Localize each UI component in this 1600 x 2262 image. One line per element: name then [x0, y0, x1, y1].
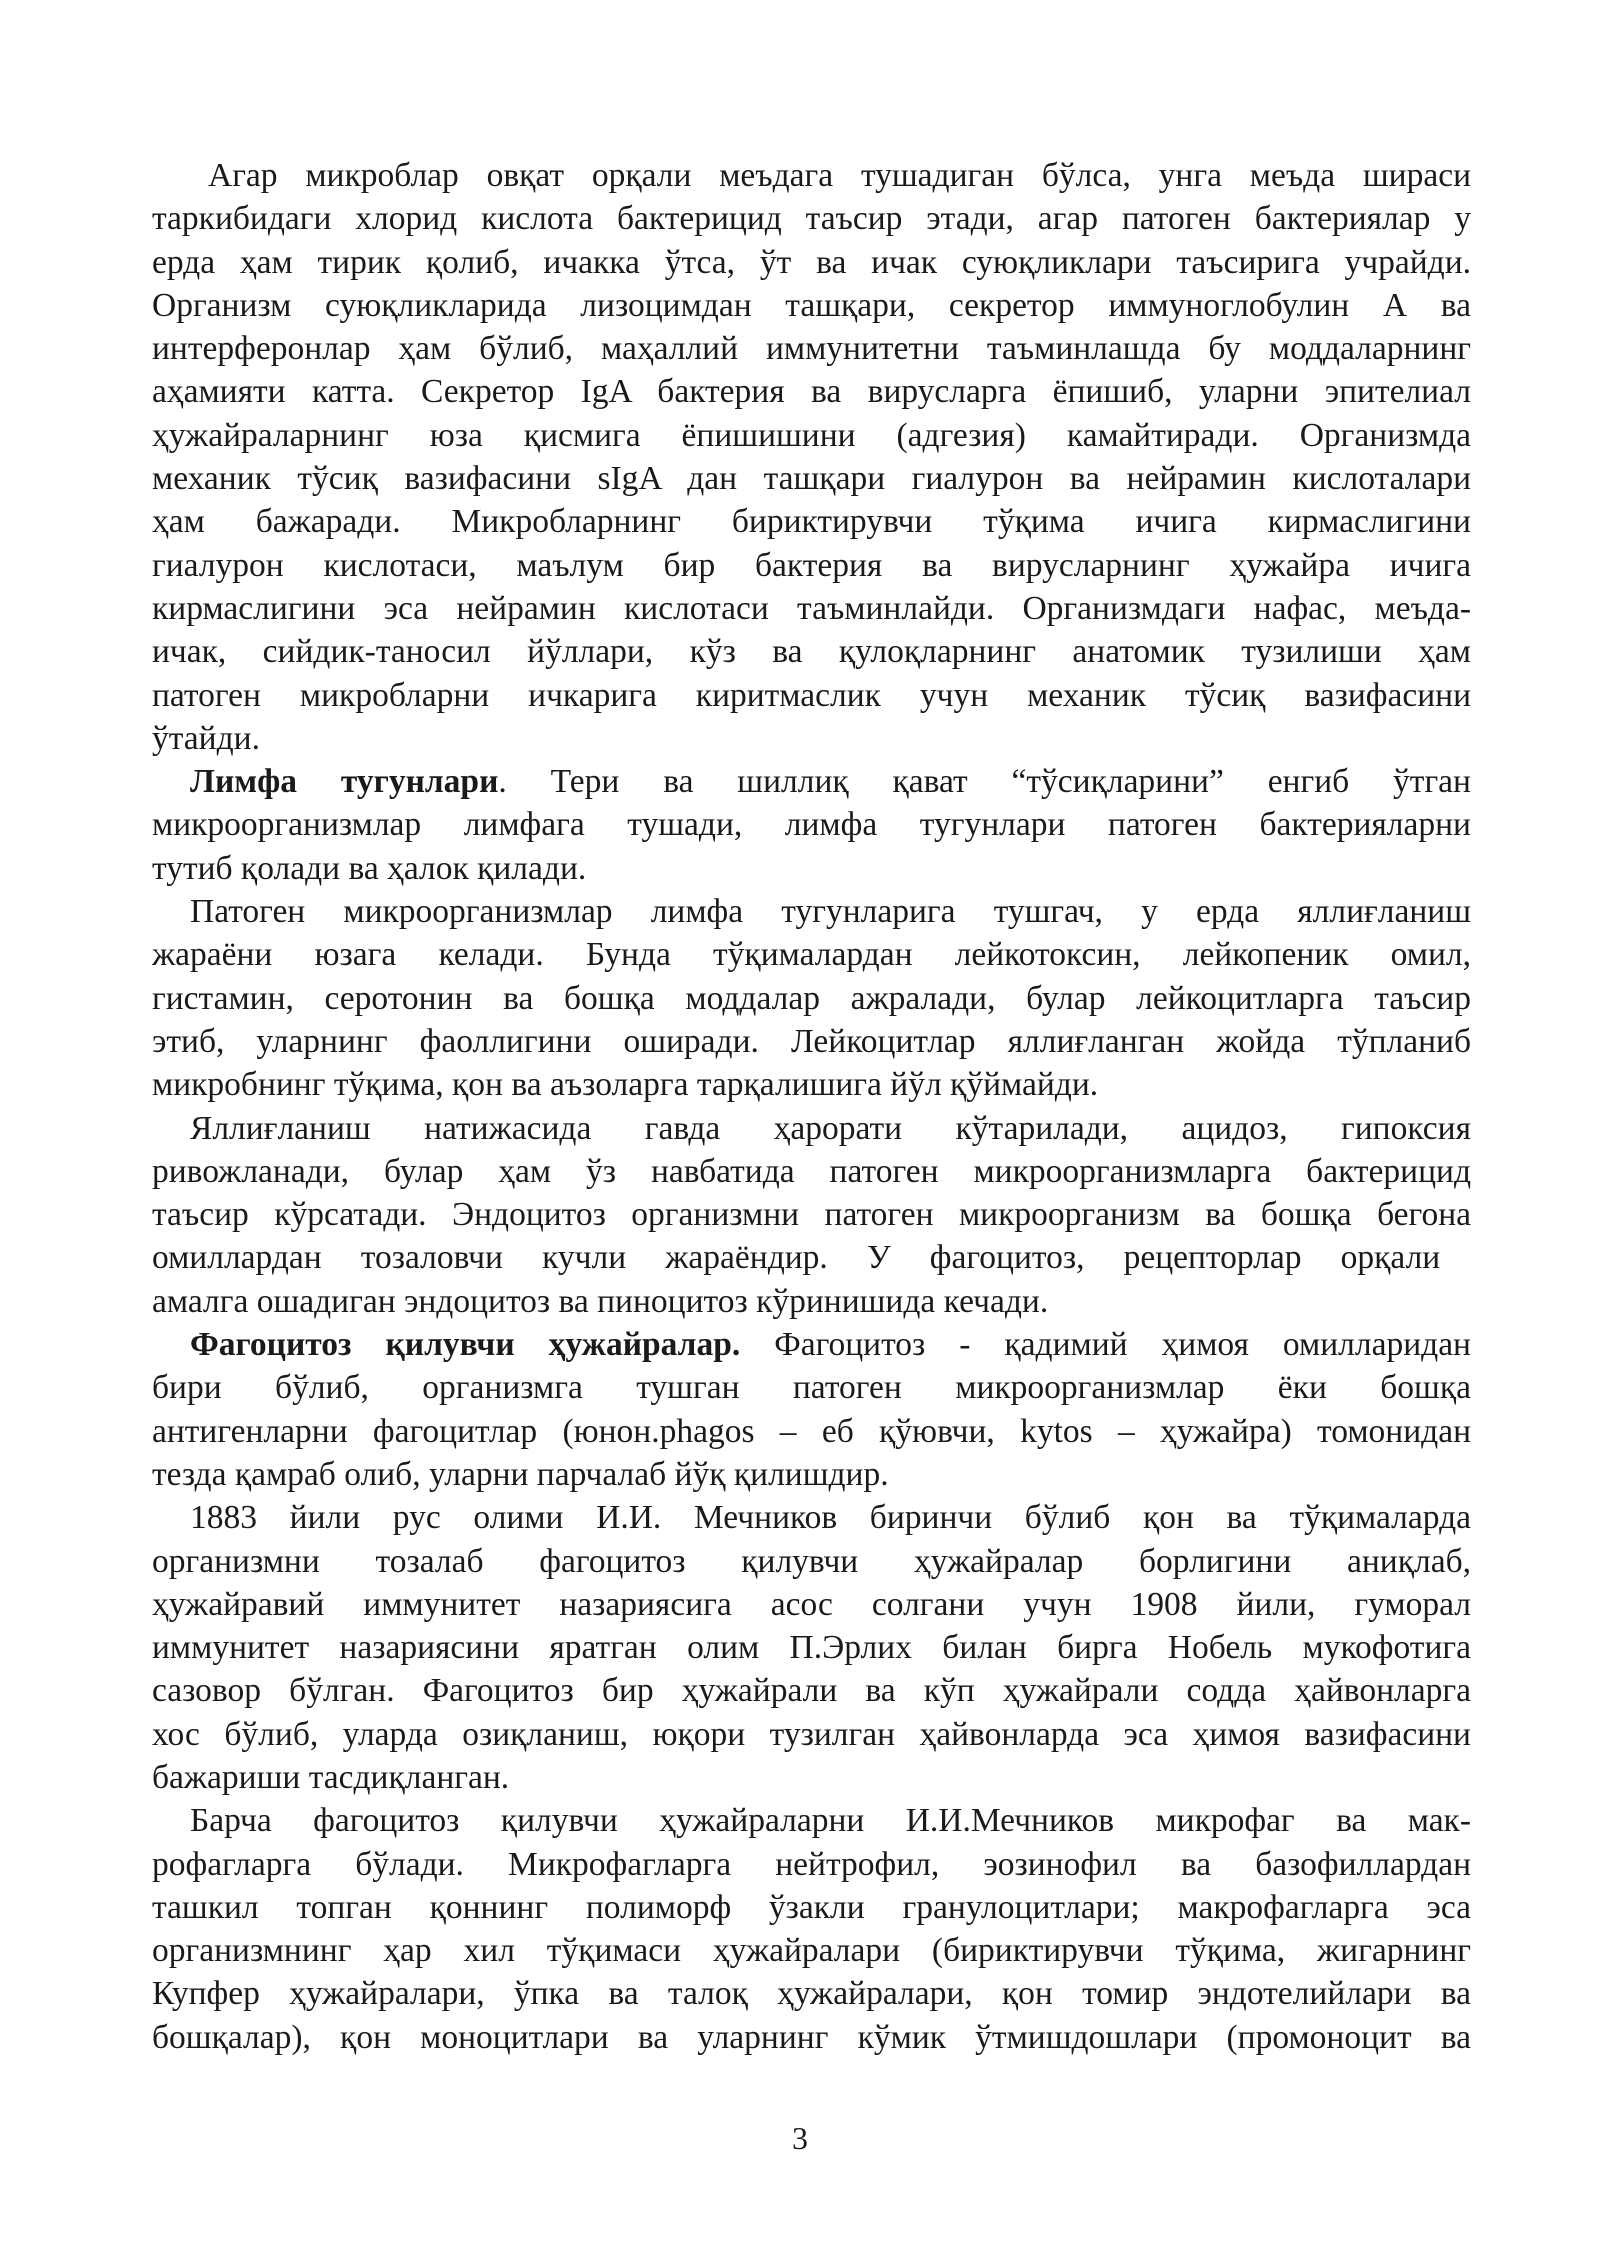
line-text: бажариши тасдиқланган.: [152, 1758, 510, 1796]
text-line: [152, 760, 1471, 803]
text-line: [152, 1929, 1471, 1972]
line-text: амалга ошадиган эндоцитоз ва пиноцитоз кўринишида кечади.: [152, 1282, 1049, 1320]
text-line: [152, 1107, 1471, 1150]
text-line: [152, 630, 1471, 673]
line-text: гиалурон кислотаси, маълум бир бактерия ва вирусларнинг ҳужайра ичига: [152, 546, 1471, 584]
line-text: ташкил топган қоннинг полиморф ўзакли гранулоцитлари; макрофагларга эса: [152, 1888, 1471, 1926]
text-line: [152, 1886, 1471, 1929]
bold-heading: Фагоцитоз қилувчи ҳужайралар.: [190, 1326, 741, 1364]
paragraph: [152, 1496, 1471, 1799]
line-text: рофагларга бўлади. Микрофагларга нейтрофил, эозинофил ва базофиллардан: [152, 1845, 1471, 1883]
text-line: [152, 1020, 1471, 1063]
text-line: [152, 1799, 1471, 1842]
text-line: [152, 1366, 1471, 1409]
text-line: [152, 1323, 1471, 1366]
line-text: хос бўлиб, уларда озиқланиш, юқори тузилган ҳайвонларда эса ҳимоя вазифасини: [152, 1715, 1471, 1753]
text-line: [152, 241, 1471, 284]
text-line: [152, 1496, 1471, 1539]
line-text: организмни тозалаб фагоцитоз қилувчи ҳужайралар борлигини аниқлаб,: [152, 1542, 1471, 1580]
line-text: патоген микробларни ичкарига киритмаслик учун механик тўсиқ вазифасини: [152, 676, 1471, 714]
line-text: ўтайди.: [152, 719, 260, 757]
body-text: [152, 154, 1471, 2059]
line-text: таркибидаги хлорид кислота бактерицид таъсир этади, агар патоген бактериялар у: [152, 200, 1471, 238]
line-text: ичак, сийдик-таносил йўллари, кўз ва қулоқларнинг анатомик тузилиши ҳам: [152, 633, 1471, 671]
line-text: микробнинг тўқима, қон ва аъзоларга тарқалишига йўл қўймайди.: [152, 1066, 1099, 1104]
line-text: . Тери ва шиллиқ қават “тўсиқларини” енгиб ўтган: [498, 763, 1471, 801]
text-line: [152, 414, 1471, 457]
text-line: [152, 197, 1471, 240]
line-text: Фагоцитоз - қадимий ҳимоя омилларидан: [740, 1326, 1471, 1364]
text-line: [152, 1583, 1471, 1626]
line-text: кирмаслигини эса нейрамин кислотаси таъминлайди. Организмдаги нафас, меъда-: [152, 589, 1471, 627]
text-line: [152, 457, 1471, 500]
line-text: Организм суюқликларида лизоцимдан ташқари, секретор иммуноглобулин А ва: [152, 286, 1471, 324]
line-text: сазовор бўлган. Фагоцитоз бир ҳужайрали ва кўп ҳужайрали содда ҳайвонларга: [152, 1672, 1471, 1710]
line-text: Агар микроблар овқат орқали меъдага тушадиган бўлса, унга меъда шираси: [208, 157, 1471, 194]
text-line: [152, 1453, 1471, 1496]
text-line: [152, 933, 1471, 976]
page-number: 3: [792, 2120, 808, 2156]
bold-heading: Лимфа тугунлари: [190, 763, 499, 801]
text-line: [152, 1280, 1471, 1323]
paragraph: [152, 1799, 1471, 2059]
text-line: [152, 1713, 1471, 1756]
text-line: [152, 370, 1471, 413]
line-text: антигенларни фагоцитлар (юнон.phagos – еб қўювчи, kytos – ҳужайра) томонидан: [152, 1412, 1471, 1450]
line-text: аҳамияти катта. Секретор IgA бактерия ва вирусларга ёпишиб, уларни эпителиал: [152, 373, 1471, 411]
line-text: гистамин, серотонин ва бошқа моддалар ажралади, булар лейкоцитларга таъсир: [152, 979, 1471, 1017]
text-line: [152, 674, 1471, 717]
line-text: интерферонлар ҳам бўлиб, маҳаллий иммунитетни таъминлашда бу моддаларнинг: [152, 330, 1471, 368]
text-line: [152, 500, 1471, 543]
text-line: [152, 327, 1471, 370]
line-text: жараёни юзага келади. Бунда тўқималардан лейкотоксин, лейкопеник омил,: [152, 936, 1471, 974]
text-line: [152, 1756, 1471, 1799]
line-text: тутиб қолади ва ҳалок қилади.: [152, 849, 587, 887]
text-line: [152, 2016, 1471, 2059]
line-text: Барча фагоцитоз қилувчи ҳужайраларни И.И.Мечников микрофаг ва мак-: [190, 1802, 1471, 1840]
text-line: [152, 803, 1471, 846]
line-text: этиб, уларнинг фаоллигини оширади. Лейкоцитлар яллиғланган жойда тўпланиб: [152, 1022, 1471, 1060]
line-text: механик тўсиқ вазифасини sIgA дан ташқари гиалурон ва нейрамин кислоталари: [152, 460, 1471, 498]
paragraph: [152, 154, 1471, 760]
line-text: бошқалар), қон моноцитлари ва уларнинг кўмик ўтмишдошлари (промоноцит ва: [152, 2018, 1471, 2056]
text-line: [152, 717, 1471, 760]
paragraph: [152, 1323, 1471, 1496]
text-line: [152, 1193, 1471, 1236]
text-line: [152, 1410, 1471, 1453]
line-text: иммунитет назариясини яратган олим П.Эрлих билан бирга Нобель мукофотига: [152, 1629, 1471, 1667]
line-text: ерда ҳам тирик қолиб, ичакка ўтса, ўт ва ичак суюқликлари таъсирига учрайди.: [152, 243, 1471, 281]
line-text: ривожланади, булар ҳам ўз навбатида патоген микроорганизмларга бактерицид: [152, 1152, 1471, 1190]
text-line: [152, 1626, 1471, 1669]
text-line: [152, 847, 1471, 890]
text-line: [152, 154, 1471, 197]
text-line: [152, 1063, 1471, 1106]
text-line: [152, 284, 1471, 327]
line-text: 1883 йили рус олими И.И. Мечников биринчи бўлиб қон ва тўқималарда: [190, 1499, 1471, 1537]
line-text: Патоген микроорганизмлар лимфа тугунларига тушгач, у ерда яллиғланиш: [190, 893, 1471, 931]
line-text: бири бўлиб, организмга тушган патоген микроорганизмлар ёки бошқа: [152, 1369, 1471, 1407]
text-line: [152, 1540, 1471, 1583]
text-line: [152, 1972, 1471, 2015]
text-line: [152, 1150, 1471, 1193]
text-line: [152, 587, 1471, 630]
line-text: ҳужайраларнинг юза қисмига ёпишишини (адгезия) камайтиради. Организмда: [152, 416, 1471, 454]
line-text: Яллиғланиш натижасида гавда ҳарорати кўтарилади, ацидоз, гипоксия: [190, 1109, 1471, 1147]
line-text: омиллардан тозаловчи кучли жараёндир. У фагоцитоз, рецепторлар орқали: [152, 1239, 1441, 1277]
paragraph: [152, 890, 1471, 1106]
text-line: [152, 544, 1471, 587]
text-line: [152, 1236, 1471, 1279]
line-text: микроорганизмлар лимфага тушади, лимфа тугунлари патоген бактерияларни: [152, 806, 1471, 844]
text-line: [152, 1669, 1471, 1712]
line-text: ҳам бажаради. Микробларнинг бириктирувчи тўқима ичига кирмаслигини: [152, 503, 1471, 541]
line-text: таъсир кўрсатади. Эндоцитоз организмни патоген микроорганизм ва бошқа бегона: [152, 1196, 1471, 1234]
line-text: тезда қамраб олиб, уларни парчалаб йўқ қилишдир.: [152, 1455, 889, 1493]
paragraph: [152, 1107, 1471, 1323]
line-text: организмнинг ҳар хил тўқимаси ҳужайралари (бириктирувчи тўқима, жигарнинг: [152, 1932, 1471, 1970]
paragraph: [152, 760, 1471, 890]
text-line: [152, 977, 1471, 1020]
line-text: ҳужайравий иммунитет назариясига асос солгани учун 1908 йили, гуморал: [152, 1585, 1471, 1623]
line-text: Купфер ҳужайралари, ўпка ва талоқ ҳужайралари, қон томир эндотелийлари ва: [152, 1975, 1471, 2013]
text-line: [152, 890, 1471, 933]
text-line: [152, 1843, 1471, 1886]
